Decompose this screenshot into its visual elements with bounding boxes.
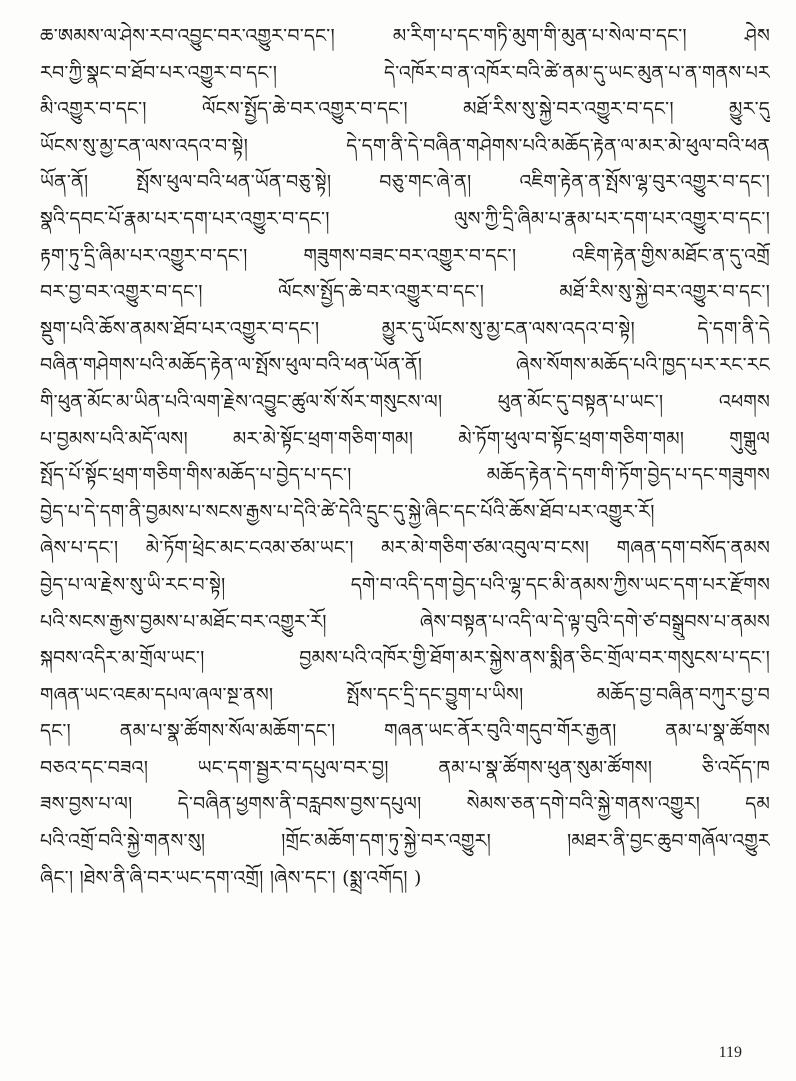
- text-line-19: གཞན་ཡང་འཇམ་དཔལ་ཞལ་སྔ་ནས། སྤོས་དང་དྲི་དང་བྱུག་པ་ཡིས། མཆོད་བྱ་བཞིན་བཀུར་བྱ་བ: [40, 683, 770, 706]
- text-line-15: ཞེས་པ་དང་། མེ་ཏོག་ཕྲེང་མང་ངའམ་ཙམ་ཡང་། མར་མེ་གཅིག་ཙམ་འབུལ་བ་ངས། གཞན་དག་བསོད་ནམས: [40, 537, 770, 560]
- text-line-24: ཞིང་། །ཐེས་ནི་ཞི་བར་ཡང་དག་འགྲོ། །ཞེས་དང་། (སྨྲ་འགོད། ): [40, 866, 422, 889]
- page-number: 119: [718, 1044, 742, 1061]
- text-line-14: བྱེད་པ་དེ་དག་ནི་བྱམས་པ་སངས་རྒྱས་པ་དེའི་ཚེ་དེའི་དྲུང་དུ་སྐྱེ་ཞིང་དང་པོའི་ཆོས་ཐོབ་པར་འགྱུར་རོ།: [40, 500, 655, 523]
- text-line-12: པ་བྱམས་པའི་མདོ་ལས། མར་མེ་སྟོང་ཕྲག་གཅིག་གམ། མེ་ཏོག་ཕུལ་བ་སྟོང་ཕྲག་གཅིག་གམ། གུགྒུལ: [40, 427, 770, 450]
- text-line-8: བར་བྱ་བར་འགྱུར་བ་དང་། ལོངས་སྤྱོད་ཆེ་བར་འགྱུར་བ་དང་། མཐོ་རིས་སུ་སྐྱེ་བར་འགྱུར་བ་དང་།: [40, 281, 770, 304]
- text-line-10: བཞིན་གཤེགས་པའི་མཆོད་རྟེན་ལ་སྤོས་ཕུལ་བའི་ཕན་ཡོན་ནོ། ཞེས་སོགས་མཆོད་པའི་ཁྱད་པར་རང་རང: [40, 354, 770, 377]
- text-line-5: ཡོན་ནོ། སྤོས་ཕུལ་བའི་ཕན་ཡོན་བཅུ་སྟེ། བཅུ་གང་ཞེ་ན། འཇིག་རྟེན་ན་སྤོས་ལྷ་བུར་འགྱུར་བ་དང་།: [40, 171, 770, 194]
- text-line-2: རབ་ཀྱི་སྣང་བ་ཐོབ་པར་འགྱུར་བ་དང་། དེ་འཁོར་བ་ན་འཁོར་བའི་ཚེ་ནམ་དུ་ཡང་མུན་པ་ན་གནས་པར: [40, 61, 770, 84]
- text-line-11: གི་ཕུན་མོང་མ་ཡིན་པའི་ལག་རྗེས་འབྱུང་ཚུལ་སོ་སོར་གསུངས་ལ། ཕུན་མོང་དུ་བསྟན་པ་ཡང་། འཕགས: [40, 390, 770, 413]
- text-line-17: པའི་སངས་རྒྱས་བྱམས་པ་མཐོང་བར་འགྱུར་རོ། ཞེས་བསྟན་པ་འདི་ལ་དེ་ལྟ་བུའི་དགེ་ཙ་བསྒྲུབས་པ་ནམས: [40, 610, 770, 633]
- text-line-16: བྱེད་པ་ལ་རྗེས་སུ་ཡི་རང་བ་སྟེ། དགེ་བ་འདི་དག་བྱེད་པའི་ལྷ་དང་མི་ནམས་ཀྱིས་ཡང་དག་པར་རྫོགས: [40, 573, 770, 596]
- text-line-22: ཟས་བྱས་པ་ལ། དེ་བཞིན་ཕྱགས་ནི་བརླབས་བྱས་དཔུལ། སེམས་ཅན་དགེ་བའི་སྐྱེ་གནས་འགྱུར། དམ: [40, 793, 770, 816]
- text-line-21: བཅའ་དང་བཟའ། ཡང་དག་སྦྱར་བ་དཔུལ་བར་བྱ། ནམ་པ་སྣ་ཚོགས་ཕུན་སུམ་ཚོགས། ཅི་འདོད་ཁ: [40, 756, 770, 779]
- text-line-13: སྤོད་པོ་སྟོང་ཕྲག་གཅིག་གིས་མཆོད་པ་བྱེད་པ་དང་། མཆོད་རྟེན་དེ་དག་གི་ཏོག་བྱེད་པ་དང་གཟུགས: [40, 464, 770, 487]
- body-text: [40, 18, 770, 896]
- text-line-6: སྣའི་དབང་པོ་རྣམ་པར་དག་པར་འགྱུར་བ་དང་། ལུས་ཀྱི་དྲི་ཞིམ་པ་རྣམ་པར་དག་པར་འགྱུར་བ་དང་།: [40, 207, 770, 230]
- text-line-20: དང་། ནམ་པ་སྣ་ཚོགས་སོལ་མཆོག་དང་། གཞན་ཡང་ནོར་བུའི་གདུབ་གོར་རྒྱན། ནམ་པ་སྣ་ཚོགས: [40, 720, 770, 743]
- text-line-23: པའི་འགྲོ་བའི་སྐྱེ་གནས་སུ། །གྲོང་མཆོག་དག་ཏུ་སྐྱེ་བར་འགྱུར། །མཐར་ནི་བྱང་ཆུབ་གཞོལ་འགྱུར: [40, 830, 770, 853]
- text-line-4: ཡོངས་སུ་མྱ་ངན་ལས་འདའ་བ་སྟེ། དེ་དག་ནི་དེ་བཞིན་གཤེགས་པའི་མཆོད་རྟེན་ལ་མར་མེ་ཕུལ་བའི་ཕན: [40, 134, 770, 157]
- text-line-9: སྡུག་པའི་ཆོས་ནམས་ཐོབ་པར་འགྱུར་བ་དང་། མྱུར་དུ་ཡོངས་སུ་མྱ་ངན་ལས་འདའ་བ་སྟེ། དེ་དག་ནི་དེ: [40, 317, 770, 340]
- text-line-3: མི་འགྱུར་བ་དང་། ལོངས་སྤྱོད་ཆེ་བར་འགྱུར་བ་དང་། མཐོ་རིས་སུ་སྐྱེ་བར་འགྱུར་བ་དང་། མྱུར་དུ: [40, 98, 770, 121]
- text-line-7: རྟག་ཏུ་དྲི་ཞིམ་པར་འགྱུར་བ་དང་། གཟུགས་བཟང་བར་འགྱུར་བ་དང་། འཇིག་རྟེན་གྱིས་མཐོང་ན་དུ་འགྲོ: [40, 244, 770, 267]
- text-line-1: ཆ་ཨམས་ལ་ཤེས་རབ་འབྱུང་བར་འགྱུར་བ་དང་། མ་རིག་པ་དང་གཏི་མུག་གི་མུན་པ་སེལ་བ་དང་། ཤེས: [40, 25, 770, 47]
- text-line-18: སྐབས་འདིར་མ་གྲོལ་ཡང་། བྱམས་པའི་འཁོར་གྱི་ཐོག་མར་སྐྱེས་ནས་སྨིན་ཅིང་གྲོལ་བར་གསུངས་པ་དང་།: [40, 647, 770, 670]
